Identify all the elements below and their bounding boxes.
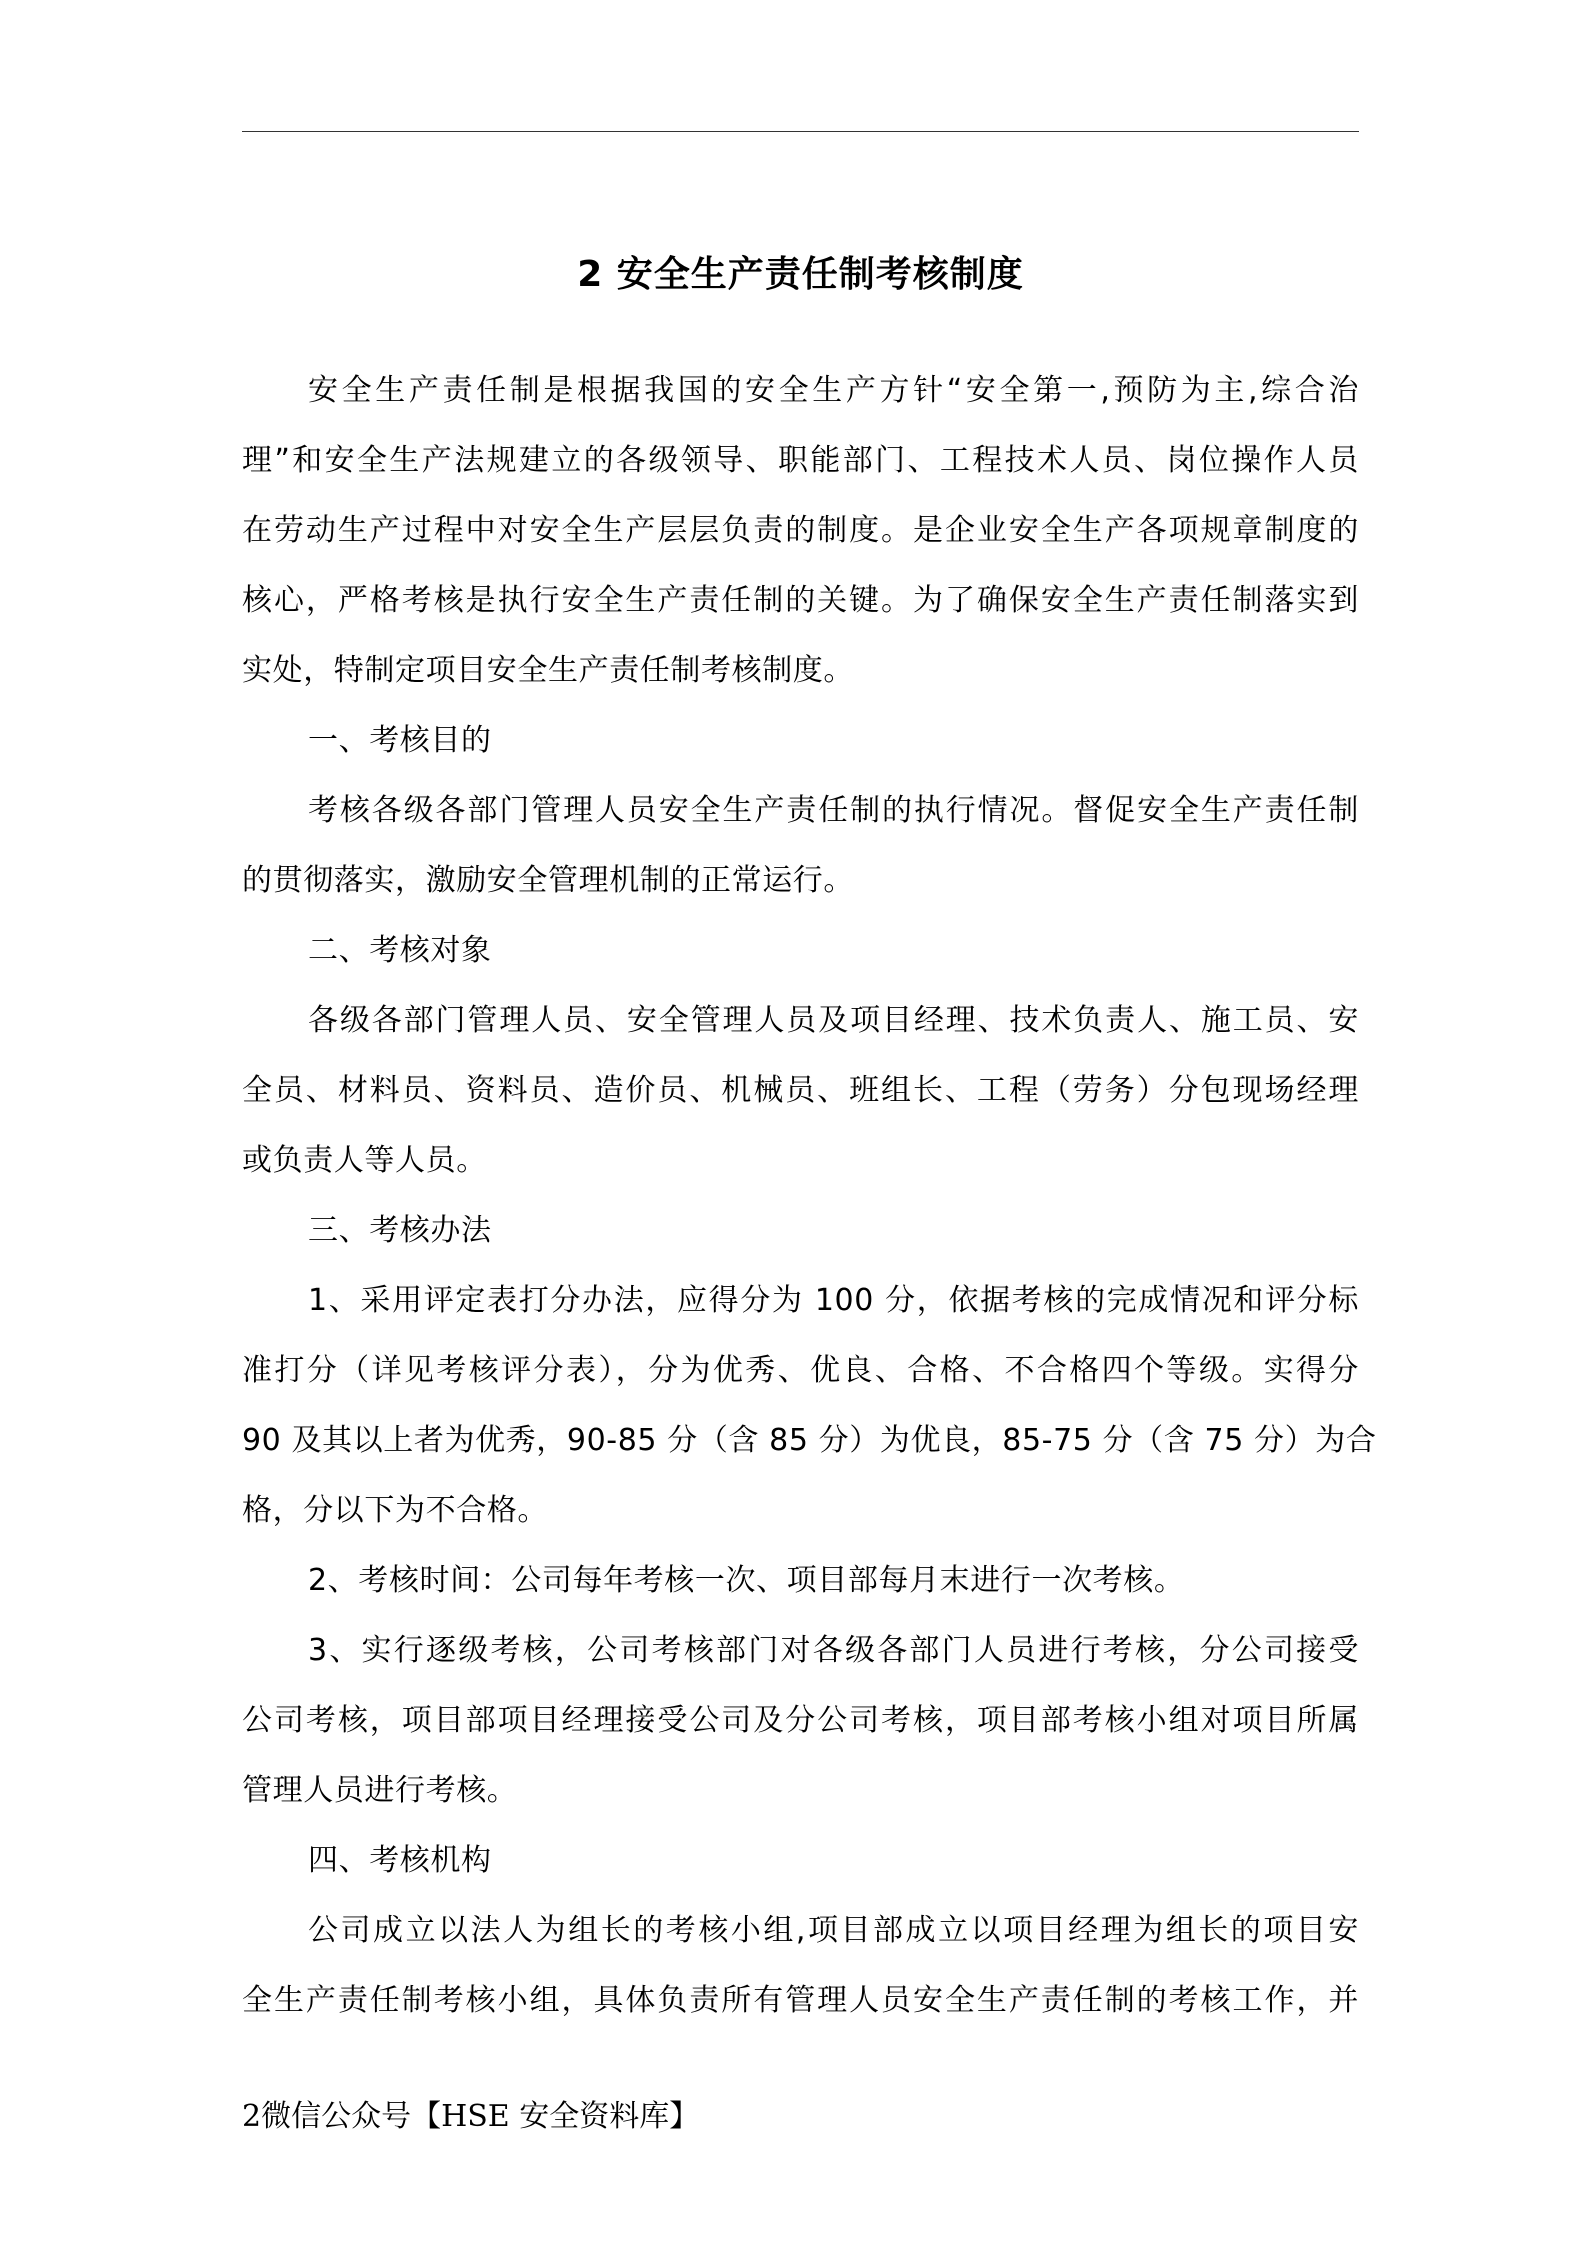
section-heading-methods: 三、考核办法 — [308, 1213, 492, 1248]
intro-paragraph-line: 核心，严格考核是执行安全生产责任制的关键。为了确保安全生产责任制落实到 — [242, 583, 1359, 618]
organization-paragraph-line: 全生产责任制考核小组，具体负责所有管理人员安全生产责任制的考核工作，并 — [242, 1983, 1359, 2018]
header-divider — [242, 131, 1359, 132]
document-title: 2 安全生产责任制考核制度 — [577, 254, 1024, 295]
methods-item-3-line: 3、实行逐级考核，公司考核部门对各级各部门人员进行考核，分公司接受 — [308, 1633, 1359, 1668]
methods-item-1-line: 准打分（详见考核评分表），分为优秀、优良、合格、不合格四个等级。实得分 — [242, 1353, 1359, 1388]
section-heading-organization: 四、考核机构 — [308, 1843, 492, 1878]
methods-item-2-line: 2、考核时间：公司每年考核一次、项目部每月末进行一次考核。 — [308, 1563, 1185, 1598]
intro-paragraph-line: 实处，特制定项目安全生产责任制考核制度。 — [242, 653, 854, 688]
purpose-paragraph-line: 考核各级各部门管理人员安全生产责任制的执行情况。督促安全生产责任制 — [308, 793, 1359, 828]
targets-paragraph-line: 全员、材料员、资料员、造价员、机械员、班组长、工程（劳务）分包现场经理 — [242, 1073, 1359, 1108]
intro-paragraph-line: 安全生产责任制是根据我国的安全生产方针“安全第一,预防为主,综合治 — [308, 373, 1359, 408]
methods-item-1-line: 1、采用评定表打分办法，应得分为 100 分，依据考核的完成情况和评分标 — [308, 1283, 1359, 1318]
methods-item-1-line: 90 及其以上者为优秀，90-85 分（含 85 分）为优良，85-75 分（含 75 分）为合 — [242, 1423, 1377, 1458]
intro-paragraph-line: 在劳动生产过程中对安全生产层层负责的制度。是企业安全生产各项规章制度的 — [242, 513, 1359, 548]
methods-item-3-line: 公司考核，项目部项目经理接受公司及分公司考核，项目部考核小组对项目所属 — [242, 1703, 1359, 1738]
purpose-paragraph-line: 的贯彻落实，激励安全管理机制的正常运行。 — [242, 863, 854, 898]
section-heading-purpose: 一、考核目的 — [308, 723, 492, 758]
methods-item-1-line: 格，分以下为不合格。 — [242, 1493, 548, 1528]
document-body — [242, 356, 1377, 2036]
section-heading-targets: 二、考核对象 — [308, 933, 492, 968]
targets-paragraph-line: 或负责人等人员。 — [242, 1143, 487, 1178]
methods-item-3-line: 管理人员进行考核。 — [242, 1773, 518, 1808]
intro-paragraph-line: 理”和安全生产法规建立的各级领导、职能部门、工程技术人员、岗位操作人员 — [242, 443, 1359, 478]
organization-paragraph-line: 公司成立以法人为组长的考核小组,项目部成立以项目经理为组长的项目安 — [308, 1913, 1359, 1948]
targets-paragraph-line: 各级各部门管理人员、安全管理人员及项目经理、技术负责人、施工员、安 — [308, 1003, 1359, 1038]
page-footer: 2微信公众号【HSE 安全资料库】 — [242, 2099, 700, 2134]
